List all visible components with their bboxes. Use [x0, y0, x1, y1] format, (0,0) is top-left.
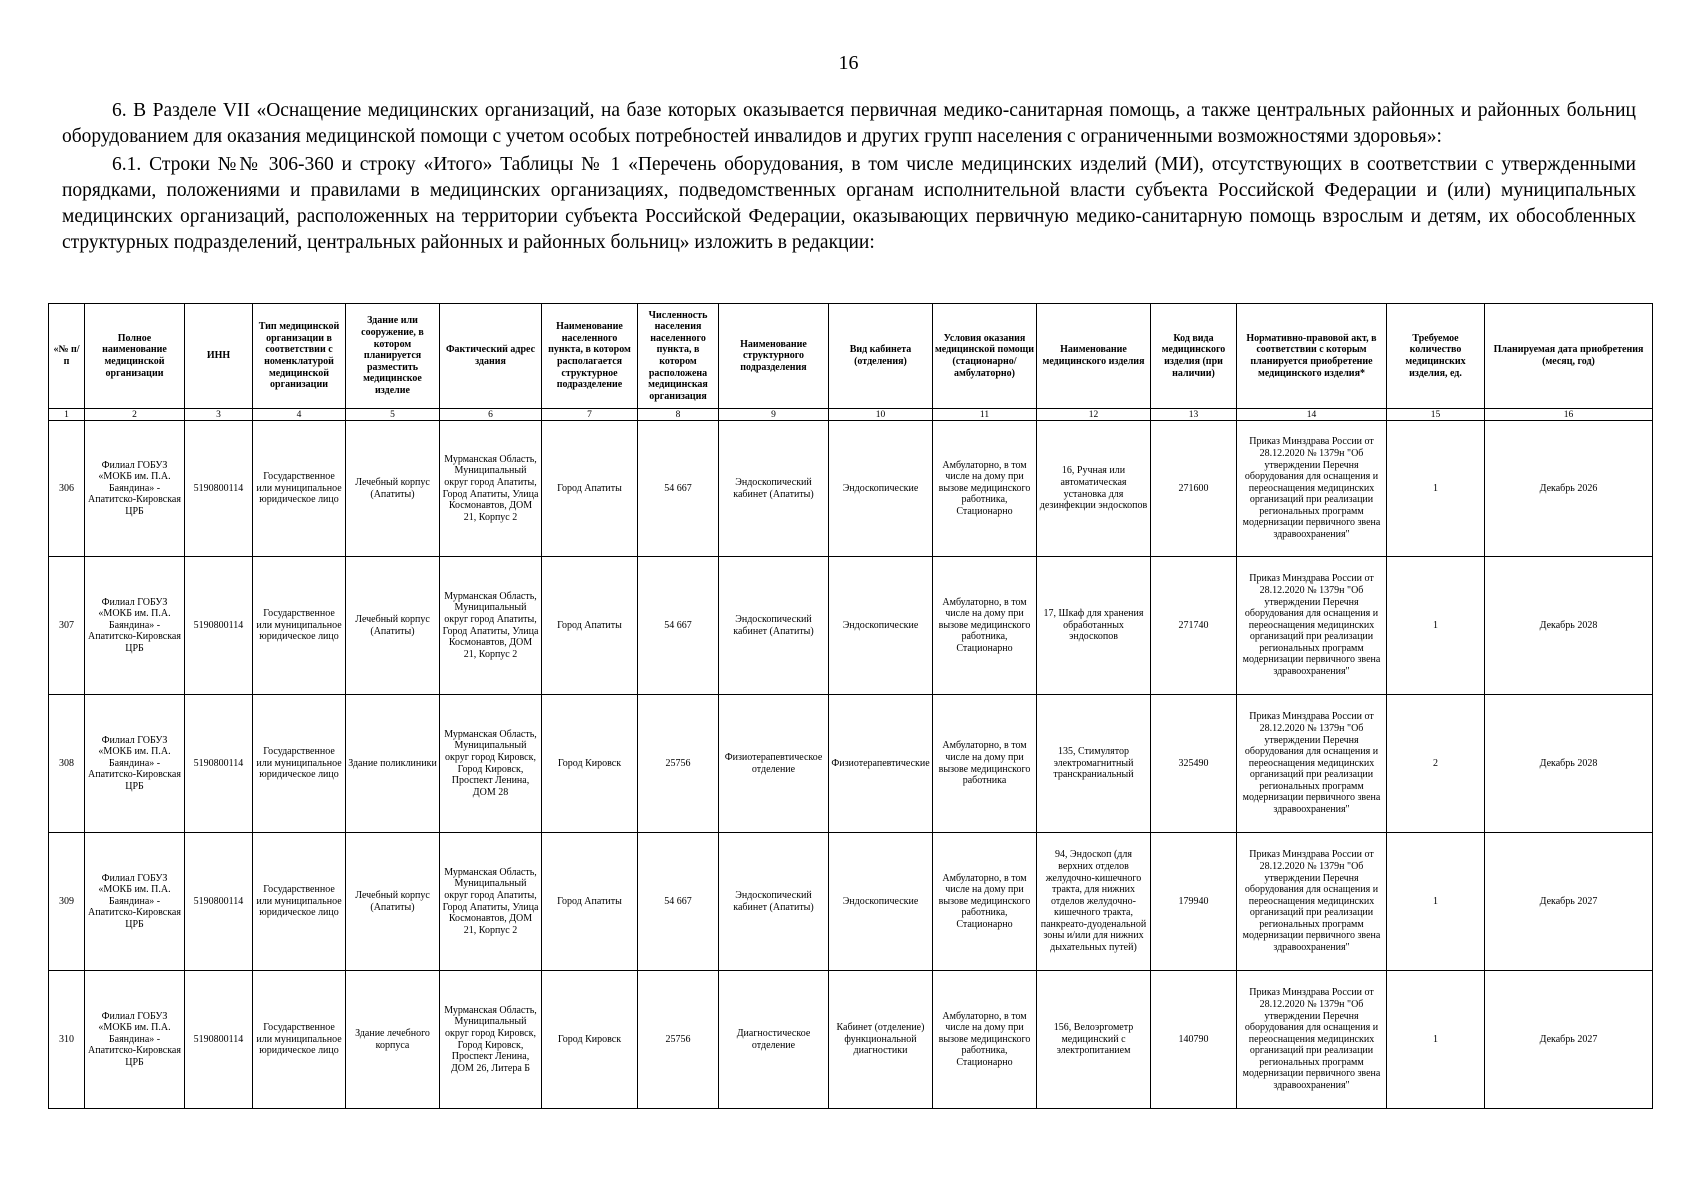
table-cell: Город Апатиты — [542, 557, 638, 695]
table-cell: Здание лечебного корпуса — [346, 971, 440, 1109]
table-cell: 5190800114 — [185, 833, 253, 971]
col-header: «№ п/п — [49, 304, 85, 409]
col-header: Требуемое количество медицинских изделия, ед. — [1387, 304, 1485, 409]
table-cell: Город Апатиты — [542, 833, 638, 971]
table-cell: Государственное или муниципальное юридическое лицо — [253, 557, 346, 695]
col-header: Численность населения населенного пункта, в котором расположена медицинская организация — [638, 304, 719, 409]
table-cell: 25756 — [638, 971, 719, 1109]
table-cell: Лечебный корпус (Апатиты) — [346, 833, 440, 971]
table-cell: Эндоскопические — [829, 421, 933, 557]
table-cell: Амбулаторно, в том числе на дому при вызове медицинского работника — [933, 695, 1037, 833]
table-cell: 306 — [49, 421, 85, 557]
table-cell: Приказ Минздрава России от 28.12.2020 № 1379н "Об утверждении Перечня оборудования для оснащения и переоснащения медицинских организаций при реализации региональных программ модернизации первичного звена здравоохранения" — [1237, 695, 1387, 833]
table-cell: Государственное или муниципальное юридическое лицо — [253, 695, 346, 833]
table-cell: 54 667 — [638, 557, 719, 695]
column-number: 10 — [829, 409, 933, 421]
table-cell: Мурманская Область, Муниципальный округ город Кировск, Город Кировск, Проспект Ленина, ДОМ 28 — [440, 695, 542, 833]
table-cell: 179940 — [1151, 833, 1237, 971]
table-cell: 16, Ручная или автоматическая установка для дезинфекции эндоскопов — [1037, 421, 1151, 557]
column-number: 11 — [933, 409, 1037, 421]
col-header: Планируемая дата приобретения (месяц, год) — [1485, 304, 1653, 409]
table-cell: Мурманская Область, Муниципальный округ город Апатиты, Город Апатиты, Улица Космонавтов, ДОМ 21, Корпус 2 — [440, 833, 542, 971]
column-number-row — [49, 409, 1653, 421]
table-row — [49, 557, 1653, 695]
column-number: 9 — [719, 409, 829, 421]
table-cell: Город Апатиты — [542, 421, 638, 557]
column-number: 13 — [1151, 409, 1237, 421]
column-number: 6 — [440, 409, 542, 421]
column-number: 5 — [346, 409, 440, 421]
col-header: Вид кабинета (отделения) — [829, 304, 933, 409]
table-cell: 271740 — [1151, 557, 1237, 695]
table-cell: 310 — [49, 971, 85, 1109]
table-cell: Амбулаторно, в том числе на дому при вызове медицинского работника, Стационарно — [933, 833, 1037, 971]
table-cell: 5190800114 — [185, 421, 253, 557]
table-cell: Здание поликлиники — [346, 695, 440, 833]
table-cell: Приказ Минздрава России от 28.12.2020 № 1379н "Об утверждении Перечня оборудования для оснащения и переоснащения медицинских организаций при реализации региональных программ модернизации первичного звена здравоохранения" — [1237, 833, 1387, 971]
paragraph-section-7: 6. В Разделе VII «Оснащение медицинских организаций, на базе которых оказывается первичная медико-санитарная помощь, а также центральных районных и районных больниц оборудованием для оказания медицинской помощи с учетом особых потребностей инвалидов и других групп населения с ограниченными возможностями здоровья»: — [62, 100, 1636, 147]
column-number: 16 — [1485, 409, 1653, 421]
table-cell: Мурманская Область, Муниципальный округ город Апатиты, Город Апатиты, Улица Космонавтов, ДОМ 21, Корпус 2 — [440, 421, 542, 557]
table-cell: Мурманская Область, Муниципальный округ город Апатиты, Город Апатиты, Улица Космонавтов, ДОМ 21, Корпус 2 — [440, 557, 542, 695]
table-cell: 5190800114 — [185, 695, 253, 833]
table-cell: Физиотерапевтические — [829, 695, 933, 833]
table-cell: Декабрь 2026 — [1485, 421, 1653, 557]
table-cell: 135, Стимулятор электромагнитный транскраниальный — [1037, 695, 1151, 833]
table-cell: Эндоскопический кабинет (Апатиты) — [719, 421, 829, 557]
equipment-table — [48, 303, 1653, 1109]
table-cell: 94, Эндоскоп (для верхних отделов желудочно-кишечного тракта, для нижних отделов желудочно-кишечного тракта, панкреато-дуоденальной зоны и/или для нижних дыхательных путей) — [1037, 833, 1151, 971]
table-cell: Приказ Минздрава России от 28.12.2020 № 1379н "Об утверждении Перечня оборудования для оснащения и переоснащения медицинских организаций при реализации региональных программ модернизации первичного звена здравоохранения" — [1237, 557, 1387, 695]
col-header: Наименование населенного пункта, в котором располагается структурное подразделение — [542, 304, 638, 409]
table-cell: Город Кировск — [542, 695, 638, 833]
table-cell: Государственное или муниципальное юридическое лицо — [253, 971, 346, 1109]
table-cell: Мурманская Область, Муниципальный округ город Кировск, Город Кировск, Проспект Ленина, ДОМ 26, Литера Б — [440, 971, 542, 1109]
table-cell: Государственное или муниципальное юридическое лицо — [253, 421, 346, 557]
table-cell: Город Кировск — [542, 971, 638, 1109]
col-header: Тип медицинской организации в соответствии с номенклатурой медицинской организации — [253, 304, 346, 409]
column-number: 14 — [1237, 409, 1387, 421]
table-cell: Амбулаторно, в том числе на дому при вызове медицинского работника, Стационарно — [933, 557, 1037, 695]
table-cell: 307 — [49, 557, 85, 695]
table-cell: 25756 — [638, 695, 719, 833]
table-cell: Эндоскопический кабинет (Апатиты) — [719, 833, 829, 971]
page-number: 16 — [838, 52, 859, 74]
col-header: Здание или сооружение, в котором планируется разместить медицинское изделие — [346, 304, 440, 409]
column-number: 2 — [85, 409, 185, 421]
table-cell: Филиал ГОБУЗ «МОКБ им. П.А. Баяндина» - Апатитско-Кировская ЦРБ — [85, 971, 185, 1109]
column-number: 8 — [638, 409, 719, 421]
column-number: 7 — [542, 409, 638, 421]
table-cell: Декабрь 2028 — [1485, 695, 1653, 833]
column-number: 4 — [253, 409, 346, 421]
table-cell: 54 667 — [638, 833, 719, 971]
table-cell: Приказ Минздрава России от 28.12.2020 № 1379н "Об утверждении Перечня оборудования для оснащения и переоснащения медицинских организаций при реализации региональных программ модернизации первичного звена здравоохранения" — [1237, 971, 1387, 1109]
table-cell: Эндоскопические — [829, 833, 933, 971]
table-cell: Филиал ГОБУЗ «МОКБ им. П.А. Баяндина» - Апатитско-Кировская ЦРБ — [85, 833, 185, 971]
table-cell: 17, Шкаф для хранения обработанных эндоскопов — [1037, 557, 1151, 695]
column-number: 15 — [1387, 409, 1485, 421]
table-row — [49, 833, 1653, 971]
table-cell: Кабинет (отделение) функциональной диагностики — [829, 971, 933, 1109]
header-row — [49, 304, 1653, 409]
col-header: Наименование медицинского изделия — [1037, 304, 1151, 409]
column-number: 12 — [1037, 409, 1151, 421]
table-cell: Филиал ГОБУЗ «МОКБ им. П.А. Баяндина» - Апатитско-Кировская ЦРБ — [85, 695, 185, 833]
table-row — [49, 695, 1653, 833]
table-cell: 140790 — [1151, 971, 1237, 1109]
table-row — [49, 421, 1653, 557]
table-cell: 156, Велоэргометр медицинский с электропитанием — [1037, 971, 1151, 1109]
table-cell: Эндоскопические — [829, 557, 933, 695]
table-cell: 271600 — [1151, 421, 1237, 557]
col-header: Фактический адрес здания — [440, 304, 542, 409]
intro-text — [62, 98, 1636, 258]
table-cell: 309 — [49, 833, 85, 971]
table-cell: Физиотерапевтическое отделение — [719, 695, 829, 833]
column-number: 1 — [49, 409, 85, 421]
table-cell: 5190800114 — [185, 557, 253, 695]
table-cell: 1 — [1387, 971, 1485, 1109]
column-number: 3 — [185, 409, 253, 421]
table-cell: 1 — [1387, 833, 1485, 971]
table-cell: Приказ Минздрава России от 28.12.2020 № 1379н "Об утверждении Перечня оборудования для оснащения и переоснащения медицинских организаций при реализации региональных программ модернизации первичного звена здравоохранения" — [1237, 421, 1387, 557]
table-cell: Государственное или муниципальное юридическое лицо — [253, 833, 346, 971]
table-cell: 54 667 — [638, 421, 719, 557]
col-header: Нормативно-правовой акт, в соответствии с которым планируется приобретение медицинского изделия* — [1237, 304, 1387, 409]
table-row — [49, 971, 1653, 1109]
col-header: Полное наименование медицинской организации — [85, 304, 185, 409]
table-cell: Амбулаторно, в том числе на дому при вызове медицинского работника, Стационарно — [933, 971, 1037, 1109]
table-cell: Декабрь 2027 — [1485, 971, 1653, 1109]
table-cell: Декабрь 2027 — [1485, 833, 1653, 971]
table-cell: Лечебный корпус (Апатиты) — [346, 557, 440, 695]
table-cell: 5190800114 — [185, 971, 253, 1109]
table-cell: Эндоскопический кабинет (Апатиты) — [719, 557, 829, 695]
table-cell: Декабрь 2028 — [1485, 557, 1653, 695]
table-cell: 2 — [1387, 695, 1485, 833]
col-header: ИНН — [185, 304, 253, 409]
table-cell: Лечебный корпус (Апатиты) — [346, 421, 440, 557]
table-cell: 308 — [49, 695, 85, 833]
table-cell: 1 — [1387, 557, 1485, 695]
paragraph-6-1: 6.1. Строки №№ 306-360 и строку «Итого» Таблицы № 1 «Перечень оборудования, в том числе медицинских изделий (МИ), отсутствующих в соответствии с утвержденными порядками, положениями и правилами в медицинских организациях, подведомственных органам исполнительной власти субъекта Российской Федерации и (или) муниципальных медицинских организаций, расположенных на территории субъекта Российской Федерации, оказывающих первичную медико-санитарную помощь взрослым и детям, их обособленных структурных подразделений, центральных районных и районных больниц» изложить в редакции: — [62, 154, 1636, 253]
table-cell: 325490 — [1151, 695, 1237, 833]
col-header: Условия оказания медицинской помощи (стационарно/ амбулаторно) — [933, 304, 1037, 409]
table-cell: 1 — [1387, 421, 1485, 557]
table-cell: Филиал ГОБУЗ «МОКБ им. П.А. Баяндина» - Апатитско-Кировская ЦРБ — [85, 557, 185, 695]
table-cell: Филиал ГОБУЗ «МОКБ им. П.А. Баяндина» - Апатитско-Кировская ЦРБ — [85, 421, 185, 557]
table-cell: Амбулаторно, в том числе на дому при вызове медицинского работника, Стационарно — [933, 421, 1037, 557]
table-cell: Диагностическое отделение — [719, 971, 829, 1109]
col-header: Код вида медицинского изделия (при наличии) — [1151, 304, 1237, 409]
col-header: Наименование структурного подразделения — [719, 304, 829, 409]
